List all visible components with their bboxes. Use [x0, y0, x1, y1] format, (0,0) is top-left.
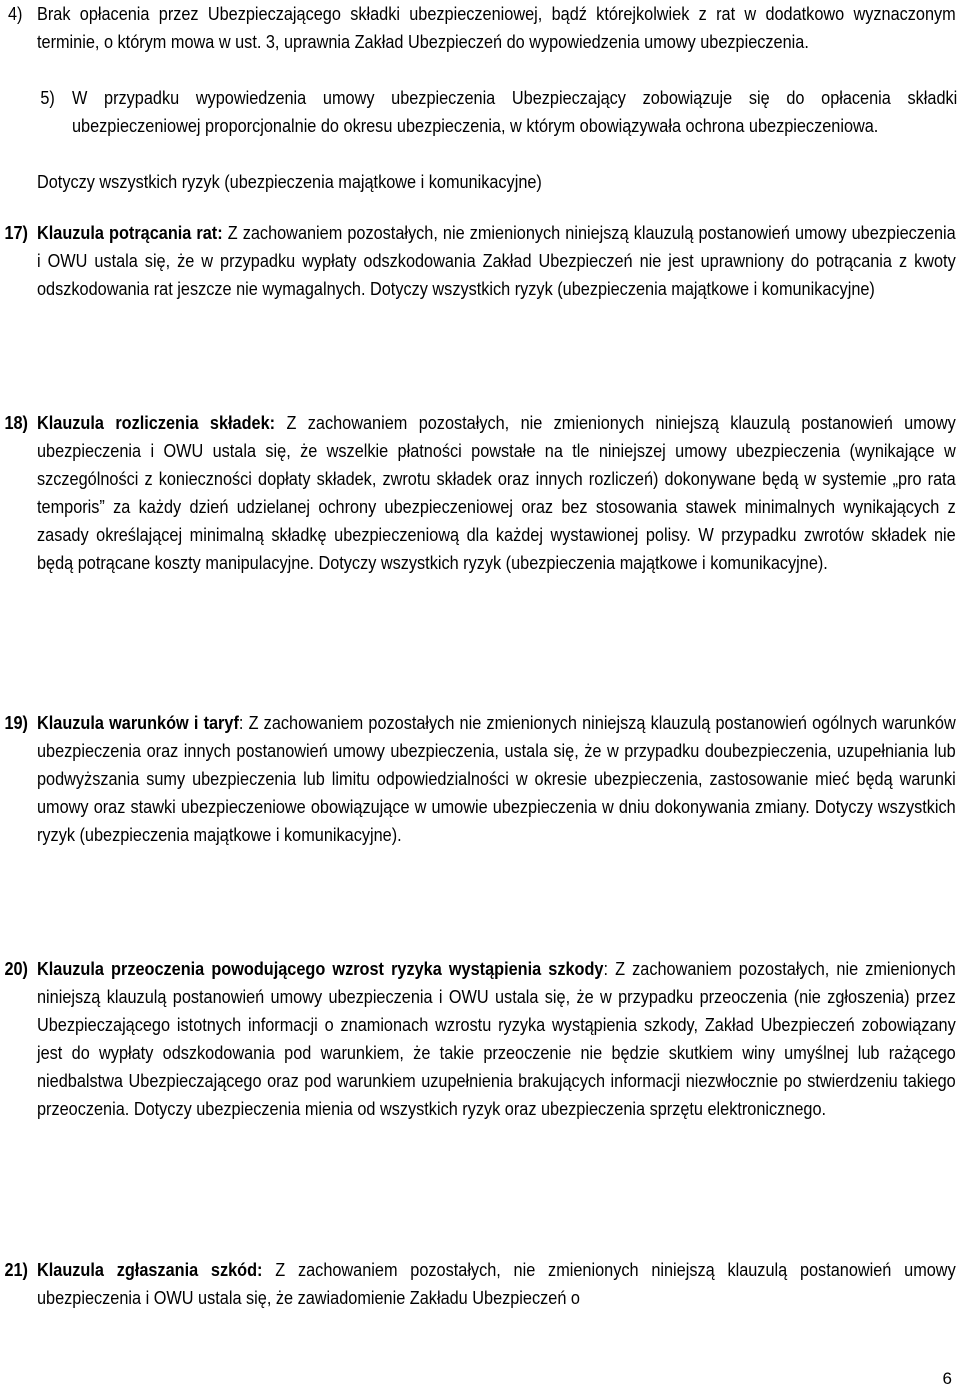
list-item-number: 5) — [40, 87, 55, 108]
scope-note: Dotyczy wszystkich ryzyk (ubezpieczenia majątkowe i komunikacyjne) — [37, 171, 542, 192]
clause-20 — [4, 955, 956, 1123]
clause-title: Klauzula warunków i taryf — [37, 712, 239, 733]
clause-title: Klauzula rozliczenia składek: — [37, 412, 276, 433]
clause-21 — [4, 1256, 956, 1312]
list-item-text: Brak opłacenia przez Ubezpieczającego składki ubezpieczeniowej, bądź którejkolwiek z rat w dodatkowo wyznaczonym terminie, o którym mowa w ust. 3, uprawnia Zakład Ubezpieczeń do wypowiedzenia umowy ubezpieczenia. — [37, 3, 956, 52]
list-item-5 — [40, 84, 958, 140]
clause-number: 19) — [4, 712, 28, 733]
clause-title: Klauzula potrącania rat: — [37, 222, 223, 243]
clause-text: Z zachowaniem pozostałych, nie zmienionych niniejszą klauzulą postanowień umowy ubezpieczenia i OWU ustala się, że wszelkie płatności powstałe na tle niniejszej umowy ubezpieczenia (wynikające w szczególności z konieczności dopłaty składek, zwrotu składek oraz innych rozliczeń) dokonywane będą w systemie „pro rata temporis” za każdy dzień udzielanej ochrony ubezpieczeniowej oraz bez stosowania stawek minimalnych wynikających z zasady określającej minimalną składkę ubezpieczeniową dla każdej wystawionej polisy. W przypadku zwrotów składek nie będą potrącane koszty manipulacyjne. Dotyczy wszystkich ryzyk (ubezpieczenia majątkowe i komunikacyjne). — [37, 412, 956, 573]
clause-17 — [4, 219, 956, 303]
list-item-number: 4) — [7, 3, 23, 24]
clause-title: Klauzula zgłaszania szkód: — [37, 1259, 263, 1280]
clause-18 — [4, 409, 956, 577]
clause-number: 21) — [4, 1259, 28, 1280]
clause-19 — [4, 709, 956, 849]
list-item-text: W przypadku wypowiedzenia umowy ubezpieczenia Ubezpieczający zobowiązuje się do opłacenia składki ubezpieczeniowej proporcjonalnie do okresu ubezpieczenia, w którym obowiązywała ochrona ubezpieczeniowa. — [72, 87, 958, 136]
clause-text: : Z zachowaniem pozostałych nie zmienionych niniejszą klauzulą postanowień ogólnych warunków ubezpieczenia oraz innych postanowień umowy ubezpieczenia, ustala się, że w przypadku doubezpieczenia, uzupełniania lub podwyższania sumy ubezpieczenia lub limitu odpowiedzialności w okresie ubezpieczenia, zastosowanie mieć będą warunki umowy oraz stawki ubezpieczeniowe obowiązujące w umowie ubezpieczenia w dniu dokonywania zmiany. Dotyczy wszystkich ryzyk (ubezpieczenia majątkowe i komunikacyjne). — [37, 712, 956, 845]
clause-text: Z zachowaniem pozostałych, nie zmienionych niniejszą klauzulą postanowień umowy ubezpieczenia i OWU ustala się, że zawiadomienie Zakładu Ubezpieczeń o — [37, 1259, 956, 1308]
clause-title: Klauzula przeoczenia powodującego wzrost ryzyka wystąpienia szkody — [37, 958, 604, 979]
clause-number: 18) — [4, 412, 28, 433]
list-item-4 — [7, 0, 956, 56]
clause-text: Z zachowaniem pozostałych, nie zmienionych niniejszą klauzulą postanowień umowy ubezpieczenia i OWU ustala się, że w przypadku wypłaty odszkodowania Zakład Ubezpieczeń nie jest uprawniony do potrącania z kwoty odszkodowania rat jeszcze nie wymagalnych. Dotyczy wszystkich ryzyk (ubezpieczenia majątkowe i komunikacyjne) — [37, 222, 956, 299]
clause-text: : Z zachowaniem pozostałych, nie zmienionych niniejszą klauzulą postanowień umowy ubezpieczenia i OWU ustala się, że w przypadku przeoczenia (nie zgłoszenia) przez Ubezpieczającego istotnych informacji o znamionach wzrostu ryzyka wystąpienia szkody, Zakład Ubezpieczeń zobowiązany jest do wypłaty odszkodowania pod warunkiem, że takie przeoczenie nie będzie skutkiem winy umyślnej lub rażącego niedbalstwa Ubezpieczającego oraz pod warunkiem uzupełnienia brakujących informacji niezwłocznie po stwierdzeniu takiego przeoczenia. Dotyczy ubezpieczenia mienia od wszystkich ryzyk oraz ubezpieczenia sprzętu elektronicznego. — [37, 958, 956, 1119]
clause-number: 20) — [4, 958, 28, 979]
page-number: 6 — [942, 1369, 952, 1388]
clause-number: 17) — [4, 222, 28, 243]
